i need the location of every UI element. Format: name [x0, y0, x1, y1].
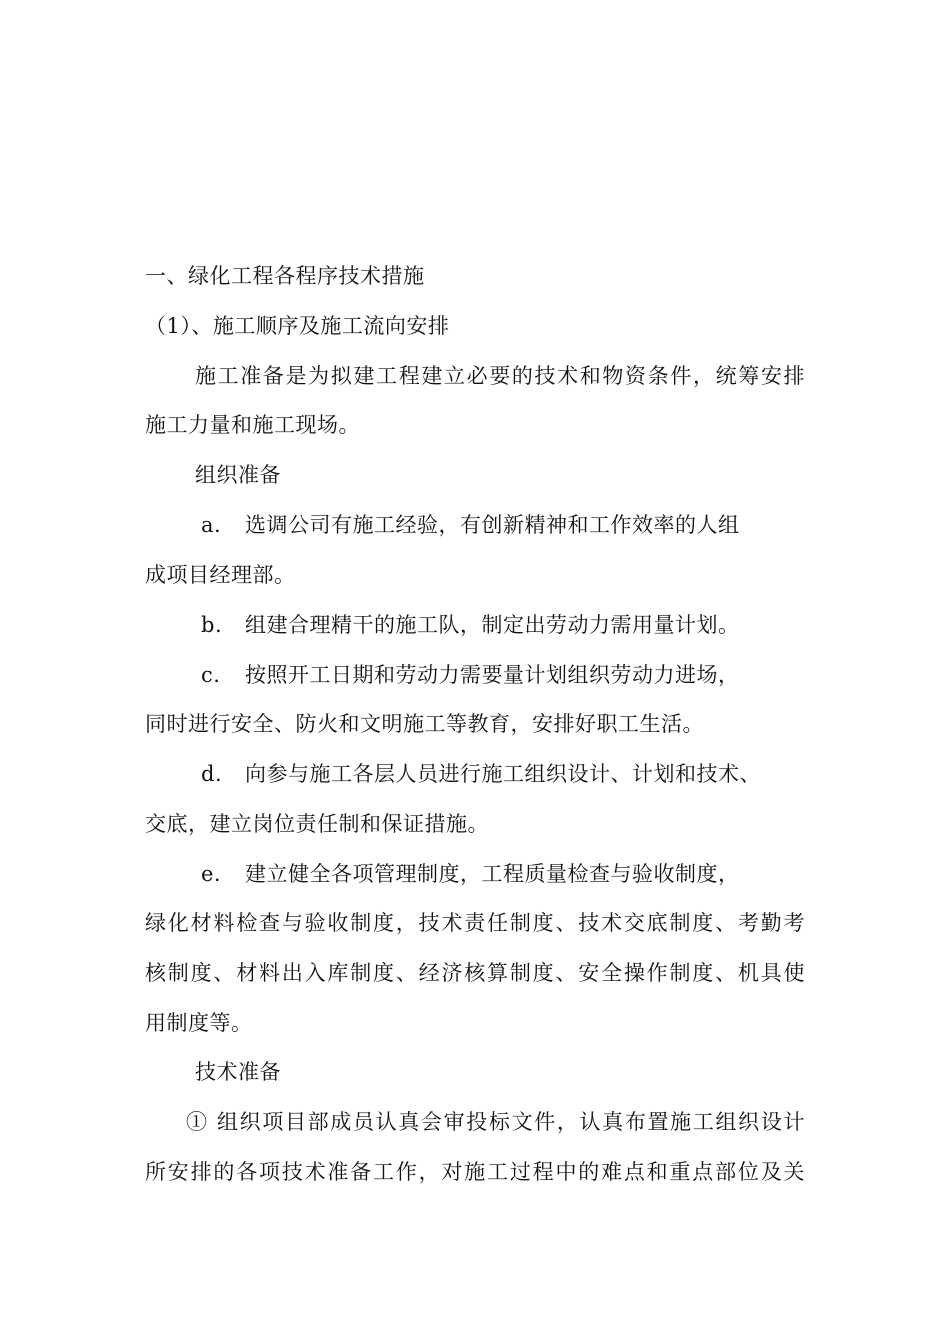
item-a-line-1: 选调公司有施工经验，有创新精神和工作效率的人组 [245, 513, 740, 537]
item-e-line-2: 绿化材料检查与验收制度，技术责任制度、技术交底制度、考勤考 [145, 911, 805, 935]
item-a-marker: a. [201, 513, 222, 537]
subsection-heading: （1）、施工顺序及施工流向安排 [145, 314, 450, 338]
item-c-line-2: 同时进行安全、防火和文明施工等教育，安排好职工生活。 [145, 712, 704, 736]
item-e-line-1: 建立健全各项管理制度，工程质量检查与验收制度， [245, 862, 740, 886]
item-e-marker: e. [201, 862, 222, 886]
intro-line-2: 施工力量和施工现场。 [145, 413, 360, 437]
item-c-marker: c. [201, 663, 221, 687]
tech-prep-title: 技术准备 [195, 1060, 281, 1084]
item-c-line-1: 按照开工日期和劳动力需要量计划组织劳动力进场， [245, 663, 740, 687]
item-d-marker: d. [201, 762, 223, 786]
item-e-line-3: 核制度、材料出入库制度、经济核算制度、安全操作制度、机具使 [145, 961, 805, 985]
tech-line-1: ① 组织项目部成员认真会审投标文件，认真布置施工组织设计 [186, 1110, 805, 1134]
item-b-line-1: 组建合理精干的施工队，制定出劳动力需用量计划。 [245, 613, 740, 637]
item-e-line-4: 用制度等。 [145, 1011, 253, 1035]
item-d-line-2: 交底，建立岗位责任制和保证措施。 [145, 812, 489, 836]
item-d-line-1: 向参与施工各层人员进行施工组织设计、计划和技术、 [245, 762, 761, 786]
item-a-line-2: 成项目经理部。 [145, 563, 296, 587]
org-prep-title: 组织准备 [195, 463, 281, 487]
intro-line-1: 施工准备是为拟建工程建立必要的技术和物资条件，统筹安排 [195, 364, 805, 388]
item-b-marker: b. [201, 613, 223, 637]
section-heading: 一、绿化工程各程序技术措施 [145, 264, 425, 288]
tech-line-2: 所安排的各项技术准备工作，对施工过程中的难点和重点部位及关 [145, 1160, 805, 1184]
